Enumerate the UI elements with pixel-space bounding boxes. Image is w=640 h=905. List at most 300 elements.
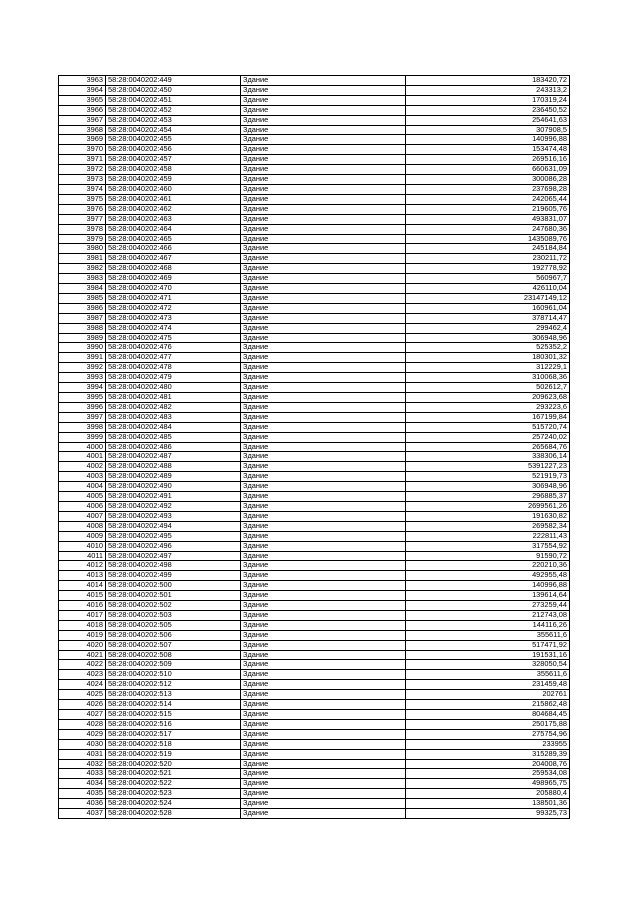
- cadastral-value-cell: 804684,45: [406, 710, 570, 720]
- row-number-cell: 3999: [59, 432, 106, 442]
- table-row: [59, 601, 570, 611]
- table-row: [59, 640, 570, 650]
- table-row: [59, 690, 570, 700]
- row-number-cell: 4015: [59, 591, 106, 601]
- cadastral-number-cell: 58:28:0040202:522: [106, 779, 241, 789]
- table-row: [59, 145, 570, 155]
- cadastral-value-cell: 231459,48: [406, 680, 570, 690]
- row-number-cell: 3963: [59, 76, 106, 86]
- cadastral-value-cell: 23147149,12: [406, 293, 570, 303]
- cadastral-number-cell: 58:28:0040202:470: [106, 284, 241, 294]
- object-type-cell: Здание: [241, 442, 406, 452]
- cadastral-number-cell: 58:28:0040202:521: [106, 769, 241, 779]
- row-number-cell: 3974: [59, 184, 106, 194]
- cadastral-value-cell: 250175,88: [406, 719, 570, 729]
- cadastral-value-cell: 167199,84: [406, 412, 570, 422]
- cadastral-value-cell: 525352,2: [406, 343, 570, 353]
- cadastral-value-cell: 170319,24: [406, 95, 570, 105]
- object-type-cell: Здание: [241, 789, 406, 799]
- row-number-cell: 3969: [59, 135, 106, 145]
- row-number-cell: 3965: [59, 95, 106, 105]
- cadastral-value-cell: 5391227,23: [406, 462, 570, 472]
- object-type-cell: Здание: [241, 432, 406, 442]
- table-row: [59, 700, 570, 710]
- cadastral-number-cell: 58:28:0040202:456: [106, 145, 241, 155]
- cadastral-value-cell: 269516,16: [406, 155, 570, 165]
- cadastral-value-cell: 275754,96: [406, 729, 570, 739]
- cadastral-value-cell: 222811,43: [406, 531, 570, 541]
- cadastral-value-cell: 140996,88: [406, 135, 570, 145]
- object-type-cell: Здание: [241, 620, 406, 630]
- cadastral-number-cell: 58:28:0040202:469: [106, 274, 241, 284]
- cadastral-value-cell: 269582,34: [406, 521, 570, 531]
- cadastral-number-cell: 58:28:0040202:473: [106, 313, 241, 323]
- table-row: [59, 373, 570, 383]
- property-register-table: [58, 75, 570, 819]
- cadastral-value-cell: 338306,14: [406, 452, 570, 462]
- object-type-cell: Здание: [241, 125, 406, 135]
- table-row: [59, 204, 570, 214]
- cadastral-number-cell: 58:28:0040202:458: [106, 165, 241, 175]
- cadastral-number-cell: 58:28:0040202:460: [106, 184, 241, 194]
- table-row: [59, 531, 570, 541]
- cadastral-number-cell: 58:28:0040202:451: [106, 95, 241, 105]
- object-type-cell: Здание: [241, 224, 406, 234]
- row-number-cell: 3985: [59, 293, 106, 303]
- cadastral-value-cell: 265684,76: [406, 442, 570, 452]
- object-type-cell: Здание: [241, 690, 406, 700]
- table-row: [59, 660, 570, 670]
- object-type-cell: Здание: [241, 313, 406, 323]
- cadastral-value-cell: 521919,73: [406, 472, 570, 482]
- row-number-cell: 3970: [59, 145, 106, 155]
- object-type-cell: Здание: [241, 234, 406, 244]
- cadastral-value-cell: 498965,75: [406, 779, 570, 789]
- row-number-cell: 4026: [59, 700, 106, 710]
- row-number-cell: 3989: [59, 333, 106, 343]
- object-type-cell: Здание: [241, 531, 406, 541]
- cadastral-number-cell: 58:28:0040202:476: [106, 343, 241, 353]
- cadastral-value-cell: 205880,4: [406, 789, 570, 799]
- object-type-cell: Здание: [241, 264, 406, 274]
- row-number-cell: 4027: [59, 710, 106, 720]
- row-number-cell: 3986: [59, 303, 106, 313]
- cadastral-number-cell: 58:28:0040202:518: [106, 739, 241, 749]
- table-row: [59, 680, 570, 690]
- object-type-cell: Здание: [241, 323, 406, 333]
- cadastral-value-cell: 202761: [406, 690, 570, 700]
- row-number-cell: 3997: [59, 412, 106, 422]
- table-row: [59, 303, 570, 313]
- table-row: [59, 264, 570, 274]
- cadastral-number-cell: 58:28:0040202:477: [106, 353, 241, 363]
- object-type-cell: Здание: [241, 759, 406, 769]
- object-type-cell: Здание: [241, 135, 406, 145]
- cadastral-value-cell: 317554,92: [406, 541, 570, 551]
- row-number-cell: 4000: [59, 442, 106, 452]
- table-row: [59, 184, 570, 194]
- row-number-cell: 3992: [59, 363, 106, 373]
- table-row: [59, 501, 570, 511]
- table-row: [59, 610, 570, 620]
- object-type-cell: Здание: [241, 412, 406, 422]
- table-row: [59, 105, 570, 115]
- table-row: [59, 393, 570, 403]
- cadastral-value-cell: 160961,04: [406, 303, 570, 313]
- row-number-cell: 4005: [59, 492, 106, 502]
- cadastral-number-cell: 58:28:0040202:483: [106, 412, 241, 422]
- table-row: [59, 422, 570, 432]
- cadastral-number-cell: 58:28:0040202:495: [106, 531, 241, 541]
- row-number-cell: 4008: [59, 521, 106, 531]
- cadastral-number-cell: 58:28:0040202:494: [106, 521, 241, 531]
- row-number-cell: 4006: [59, 501, 106, 511]
- cadastral-number-cell: 58:28:0040202:481: [106, 393, 241, 403]
- table-row: [59, 561, 570, 571]
- cadastral-number-cell: 58:28:0040202:489: [106, 472, 241, 482]
- object-type-cell: Здание: [241, 175, 406, 185]
- object-type-cell: Здание: [241, 402, 406, 412]
- register-table-body: [59, 76, 570, 819]
- object-type-cell: Здание: [241, 333, 406, 343]
- cadastral-value-cell: 247680,36: [406, 224, 570, 234]
- cadastral-value-cell: 219605,76: [406, 204, 570, 214]
- cadastral-value-cell: 220210,36: [406, 561, 570, 571]
- object-type-cell: Здание: [241, 739, 406, 749]
- row-number-cell: 4013: [59, 571, 106, 581]
- table-row: [59, 333, 570, 343]
- cadastral-number-cell: 58:28:0040202:507: [106, 640, 241, 650]
- cadastral-value-cell: 192778,92: [406, 264, 570, 274]
- cadastral-value-cell: 259534,08: [406, 769, 570, 779]
- object-type-cell: Здание: [241, 501, 406, 511]
- object-type-cell: Здание: [241, 194, 406, 204]
- cadastral-number-cell: 58:28:0040202:509: [106, 660, 241, 670]
- cadastral-value-cell: 140996,88: [406, 581, 570, 591]
- cadastral-value-cell: 355611,6: [406, 630, 570, 640]
- cadastral-number-cell: 58:28:0040202:516: [106, 719, 241, 729]
- table-row: [59, 729, 570, 739]
- cadastral-value-cell: 242065,44: [406, 194, 570, 204]
- row-number-cell: 4024: [59, 680, 106, 690]
- cadastral-number-cell: 58:28:0040202:515: [106, 710, 241, 720]
- table-row: [59, 214, 570, 224]
- object-type-cell: Здание: [241, 214, 406, 224]
- object-type-cell: Здание: [241, 670, 406, 680]
- row-number-cell: 4031: [59, 749, 106, 759]
- cadastral-number-cell: 58:28:0040202:513: [106, 690, 241, 700]
- cadastral-number-cell: 58:28:0040202:461: [106, 194, 241, 204]
- cadastral-value-cell: 306948,96: [406, 333, 570, 343]
- row-number-cell: 3980: [59, 244, 106, 254]
- object-type-cell: Здание: [241, 650, 406, 660]
- cadastral-value-cell: 426110,04: [406, 284, 570, 294]
- object-type-cell: Здание: [241, 521, 406, 531]
- row-number-cell: 3982: [59, 264, 106, 274]
- object-type-cell: Здание: [241, 274, 406, 284]
- table-row: [59, 85, 570, 95]
- cadastral-number-cell: 58:28:0040202:508: [106, 650, 241, 660]
- table-row: [59, 581, 570, 591]
- cadastral-number-cell: 58:28:0040202:503: [106, 610, 241, 620]
- cadastral-number-cell: 58:28:0040202:487: [106, 452, 241, 462]
- table-row: [59, 591, 570, 601]
- cadastral-value-cell: 560967,7: [406, 274, 570, 284]
- row-number-cell: 3990: [59, 343, 106, 353]
- table-row: [59, 462, 570, 472]
- table-row: [59, 650, 570, 660]
- cadastral-value-cell: 1435089,76: [406, 234, 570, 244]
- cadastral-number-cell: 58:28:0040202:452: [106, 105, 241, 115]
- cadastral-value-cell: 245184,84: [406, 244, 570, 254]
- cadastral-value-cell: 215862,48: [406, 700, 570, 710]
- cadastral-number-cell: 58:28:0040202:528: [106, 809, 241, 819]
- cadastral-value-cell: 212743,08: [406, 610, 570, 620]
- object-type-cell: Здание: [241, 779, 406, 789]
- cadastral-number-cell: 58:28:0040202:459: [106, 175, 241, 185]
- table-row: [59, 412, 570, 422]
- row-number-cell: 3975: [59, 194, 106, 204]
- row-number-cell: 3979: [59, 234, 106, 244]
- table-row: [59, 739, 570, 749]
- row-number-cell: 4033: [59, 769, 106, 779]
- object-type-cell: Здание: [241, 353, 406, 363]
- table-row: [59, 541, 570, 551]
- cadastral-value-cell: 315289,39: [406, 749, 570, 759]
- cadastral-number-cell: 58:28:0040202:463: [106, 214, 241, 224]
- row-number-cell: 4010: [59, 541, 106, 551]
- table-row: [59, 749, 570, 759]
- object-type-cell: Здание: [241, 700, 406, 710]
- cadastral-value-cell: 2699561,26: [406, 501, 570, 511]
- cadastral-number-cell: 58:28:0040202:485: [106, 432, 241, 442]
- table-row: [59, 194, 570, 204]
- cadastral-value-cell: 99325,73: [406, 809, 570, 819]
- table-row: [59, 769, 570, 779]
- row-number-cell: 4001: [59, 452, 106, 462]
- row-number-cell: 3966: [59, 105, 106, 115]
- object-type-cell: Здание: [241, 363, 406, 373]
- object-type-cell: Здание: [241, 591, 406, 601]
- cadastral-value-cell: 144116,26: [406, 620, 570, 630]
- cadastral-value-cell: 254641,63: [406, 115, 570, 125]
- row-number-cell: 4021: [59, 650, 106, 660]
- table-row: [59, 76, 570, 86]
- object-type-cell: Здание: [241, 254, 406, 264]
- cadastral-value-cell: 209623,68: [406, 393, 570, 403]
- row-number-cell: 3976: [59, 204, 106, 214]
- table-row: [59, 95, 570, 105]
- row-number-cell: 3981: [59, 254, 106, 264]
- object-type-cell: Здание: [241, 393, 406, 403]
- cadastral-number-cell: 58:28:0040202:471: [106, 293, 241, 303]
- object-type-cell: Здание: [241, 165, 406, 175]
- object-type-cell: Здание: [241, 492, 406, 502]
- table-row: [59, 353, 570, 363]
- table-row: [59, 274, 570, 284]
- table-row: [59, 779, 570, 789]
- cadastral-number-cell: 58:28:0040202:500: [106, 581, 241, 591]
- object-type-cell: Здание: [241, 204, 406, 214]
- row-number-cell: 3971: [59, 155, 106, 165]
- cadastral-value-cell: 257240,02: [406, 432, 570, 442]
- cadastral-number-cell: 58:28:0040202:457: [106, 155, 241, 165]
- row-number-cell: 4034: [59, 779, 106, 789]
- row-number-cell: 4028: [59, 719, 106, 729]
- object-type-cell: Здание: [241, 373, 406, 383]
- row-number-cell: 3968: [59, 125, 106, 135]
- cadastral-number-cell: 58:28:0040202:468: [106, 264, 241, 274]
- cadastral-number-cell: 58:28:0040202:486: [106, 442, 241, 452]
- cadastral-number-cell: 58:28:0040202:506: [106, 630, 241, 640]
- row-number-cell: 4032: [59, 759, 106, 769]
- table-row: [59, 492, 570, 502]
- row-number-cell: 4002: [59, 462, 106, 472]
- object-type-cell: Здание: [241, 640, 406, 650]
- object-type-cell: Здание: [241, 660, 406, 670]
- row-number-cell: 3964: [59, 85, 106, 95]
- row-number-cell: 3983: [59, 274, 106, 284]
- cadastral-number-cell: 58:28:0040202:512: [106, 680, 241, 690]
- row-number-cell: 3973: [59, 175, 106, 185]
- cadastral-number-cell: 58:28:0040202:488: [106, 462, 241, 472]
- cadastral-value-cell: 153474,48: [406, 145, 570, 155]
- cadastral-number-cell: 58:28:0040202:464: [106, 224, 241, 234]
- row-number-cell: 4009: [59, 531, 106, 541]
- object-type-cell: Здание: [241, 105, 406, 115]
- row-number-cell: 3998: [59, 422, 106, 432]
- row-number-cell: 4022: [59, 660, 106, 670]
- cadastral-number-cell: 58:28:0040202:466: [106, 244, 241, 254]
- table-row: [59, 343, 570, 353]
- table-row: [59, 125, 570, 135]
- object-type-cell: Здание: [241, 284, 406, 294]
- cadastral-number-cell: 58:28:0040202:523: [106, 789, 241, 799]
- cadastral-number-cell: 58:28:0040202:467: [106, 254, 241, 264]
- cadastral-value-cell: 91590,72: [406, 551, 570, 561]
- table-row: [59, 511, 570, 521]
- cadastral-number-cell: 58:28:0040202:498: [106, 561, 241, 571]
- table-row: [59, 710, 570, 720]
- row-number-cell: 3967: [59, 115, 106, 125]
- cadastral-value-cell: 233955: [406, 739, 570, 749]
- row-number-cell: 4003: [59, 472, 106, 482]
- cadastral-number-cell: 58:28:0040202:475: [106, 333, 241, 343]
- cadastral-value-cell: 296885,37: [406, 492, 570, 502]
- table-row: [59, 521, 570, 531]
- cadastral-number-cell: 58:28:0040202:454: [106, 125, 241, 135]
- cadastral-number-cell: 58:28:0040202:453: [106, 115, 241, 125]
- table-row: [59, 175, 570, 185]
- row-number-cell: 4019: [59, 630, 106, 640]
- cadastral-value-cell: 236450,52: [406, 105, 570, 115]
- row-number-cell: 3993: [59, 373, 106, 383]
- object-type-cell: Здание: [241, 719, 406, 729]
- cadastral-number-cell: 58:28:0040202:490: [106, 482, 241, 492]
- row-number-cell: 4014: [59, 581, 106, 591]
- row-number-cell: 4017: [59, 610, 106, 620]
- cadastral-value-cell: 138501,36: [406, 799, 570, 809]
- object-type-cell: Здание: [241, 293, 406, 303]
- cadastral-value-cell: 660631,09: [406, 165, 570, 175]
- table-row: [59, 363, 570, 373]
- object-type-cell: Здание: [241, 184, 406, 194]
- row-number-cell: 3978: [59, 224, 106, 234]
- cadastral-number-cell: 58:28:0040202:484: [106, 422, 241, 432]
- table-row: [59, 620, 570, 630]
- object-type-cell: Здание: [241, 610, 406, 620]
- row-number-cell: 3972: [59, 165, 106, 175]
- object-type-cell: Здание: [241, 462, 406, 472]
- cadastral-value-cell: 204008,76: [406, 759, 570, 769]
- row-number-cell: 3977: [59, 214, 106, 224]
- cadastral-number-cell: 58:28:0040202:510: [106, 670, 241, 680]
- row-number-cell: 4029: [59, 729, 106, 739]
- object-type-cell: Здание: [241, 76, 406, 86]
- cadastral-value-cell: 300086,28: [406, 175, 570, 185]
- cadastral-value-cell: 139614,64: [406, 591, 570, 601]
- table-row: [59, 452, 570, 462]
- row-number-cell: 4007: [59, 511, 106, 521]
- cadastral-number-cell: 58:28:0040202:499: [106, 571, 241, 581]
- cadastral-value-cell: 517471,92: [406, 640, 570, 650]
- table-row: [59, 482, 570, 492]
- row-number-cell: 4035: [59, 789, 106, 799]
- cadastral-value-cell: 310068,36: [406, 373, 570, 383]
- cadastral-value-cell: 515720,74: [406, 422, 570, 432]
- row-number-cell: 3994: [59, 383, 106, 393]
- object-type-cell: Здание: [241, 630, 406, 640]
- cadastral-value-cell: 180301,32: [406, 353, 570, 363]
- cadastral-value-cell: 378714,47: [406, 313, 570, 323]
- cadastral-number-cell: 58:28:0040202:505: [106, 620, 241, 630]
- cadastral-value-cell: 183420,72: [406, 76, 570, 86]
- cadastral-value-cell: 191531,16: [406, 650, 570, 660]
- object-type-cell: Здание: [241, 799, 406, 809]
- table-row: [59, 254, 570, 264]
- cadastral-value-cell: 293223,6: [406, 402, 570, 412]
- cadastral-value-cell: 355611,6: [406, 670, 570, 680]
- cadastral-value-cell: 306948,96: [406, 482, 570, 492]
- table-row: [59, 224, 570, 234]
- object-type-cell: Здание: [241, 303, 406, 313]
- cadastral-value-cell: 243313,2: [406, 85, 570, 95]
- row-number-cell: 4025: [59, 690, 106, 700]
- object-type-cell: Здание: [241, 749, 406, 759]
- object-type-cell: Здание: [241, 710, 406, 720]
- cadastral-number-cell: 58:28:0040202:491: [106, 492, 241, 502]
- table-row: [59, 442, 570, 452]
- table-row: [59, 323, 570, 333]
- object-type-cell: Здание: [241, 511, 406, 521]
- object-type-cell: Здание: [241, 472, 406, 482]
- object-type-cell: Здание: [241, 809, 406, 819]
- cadastral-number-cell: 58:28:0040202:465: [106, 234, 241, 244]
- table-row: [59, 809, 570, 819]
- row-number-cell: 4023: [59, 670, 106, 680]
- cadastral-number-cell: 58:28:0040202:492: [106, 501, 241, 511]
- cadastral-value-cell: 307908,5: [406, 125, 570, 135]
- object-type-cell: Здание: [241, 383, 406, 393]
- object-type-cell: Здание: [241, 482, 406, 492]
- cadastral-number-cell: 58:28:0040202:455: [106, 135, 241, 145]
- cadastral-value-cell: 230211,72: [406, 254, 570, 264]
- cadastral-number-cell: 58:28:0040202:474: [106, 323, 241, 333]
- table-row: [59, 402, 570, 412]
- cadastral-number-cell: 58:28:0040202:472: [106, 303, 241, 313]
- cadastral-number-cell: 58:28:0040202:449: [106, 76, 241, 86]
- row-number-cell: 4016: [59, 601, 106, 611]
